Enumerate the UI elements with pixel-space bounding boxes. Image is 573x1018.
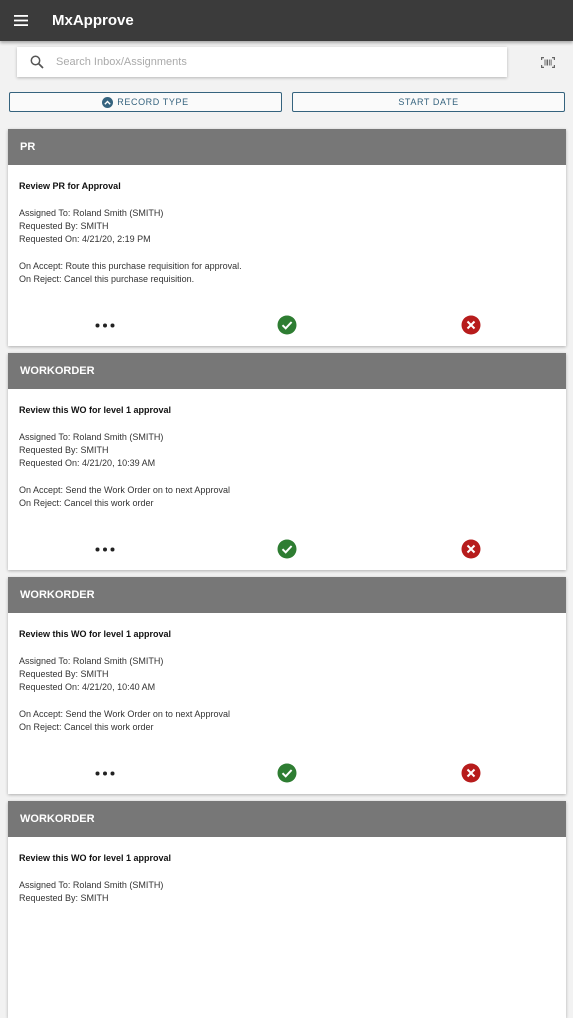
more-horizontal-icon: [95, 323, 115, 328]
requested-by: Requested By: SMITH: [19, 445, 109, 455]
requested-by: Requested By: SMITH: [19, 221, 109, 231]
check-circle-icon: [277, 315, 297, 335]
on-reject-text: On Reject: Cancel this work order: [19, 498, 154, 508]
card-record-type: PR: [8, 129, 566, 165]
start-date-filter-button[interactable]: [292, 92, 565, 112]
barcode-scan-icon: [541, 57, 555, 68]
card-record-type: WORKORDER: [8, 353, 566, 389]
card-title: Review this WO for level 1 approval: [19, 405, 172, 415]
card-actions: [8, 306, 566, 346]
more-horizontal-icon: [95, 771, 115, 776]
hamburger-menu-icon: [14, 15, 28, 26]
on-accept-text: On Accept: Send the Work Order on to next Approval: [19, 709, 230, 719]
close-circle-icon: [461, 315, 481, 335]
search-box[interactable]: [17, 47, 507, 77]
on-reject-text: On Reject: Cancel this work order: [19, 722, 154, 732]
filter-row: [0, 92, 573, 112]
approval-card[interactable]: [8, 577, 566, 794]
card-record-type: WORKORDER: [8, 577, 566, 613]
card-body: [8, 389, 566, 510]
card-title: Review PR for Approval: [19, 181, 121, 191]
assigned-to: Assigned To: Roland Smith (SMITH): [19, 880, 164, 890]
start-date-filter-label: START DATE: [398, 97, 459, 107]
reject-button[interactable]: [461, 539, 481, 559]
card-title: Review this WO for level 1 approval: [19, 629, 172, 639]
assigned-to: Assigned To: Roland Smith (SMITH): [19, 208, 164, 218]
approval-card[interactable]: [8, 129, 566, 346]
card-body: [8, 613, 566, 734]
on-accept-text: On Accept: Send the Work Order on to next Approval: [19, 485, 230, 495]
card-body: [8, 837, 566, 905]
close-circle-icon: [461, 539, 481, 559]
requested-by: Requested By: SMITH: [19, 893, 109, 903]
close-circle-icon: [461, 763, 481, 783]
reject-button[interactable]: [461, 763, 481, 783]
more-options-button[interactable]: [94, 542, 116, 556]
accept-button[interactable]: [277, 539, 297, 559]
record-type-filter-button[interactable]: [9, 92, 282, 112]
chevron-up-icon: [102, 97, 113, 108]
search-icon: [30, 55, 44, 69]
check-circle-icon: [277, 763, 297, 783]
accept-button[interactable]: [277, 763, 297, 783]
requested-on: Requested On: 4/21/20, 10:39 AM: [19, 458, 156, 468]
barcode-scan-button[interactable]: [539, 54, 557, 70]
card-actions: [8, 754, 566, 794]
more-options-button[interactable]: [94, 766, 116, 780]
assigned-to: Assigned To: Roland Smith (SMITH): [19, 656, 164, 666]
on-reject-text: On Reject: Cancel this purchase requisition.: [19, 274, 195, 284]
card-body: [8, 165, 566, 286]
approval-card[interactable]: [8, 801, 566, 1018]
card-actions: [8, 530, 566, 570]
app-bar: [0, 0, 573, 41]
check-circle-icon: [277, 539, 297, 559]
approval-card[interactable]: [8, 353, 566, 570]
search-input[interactable]: [56, 56, 476, 68]
assigned-to: Assigned To: Roland Smith (SMITH): [19, 432, 164, 442]
record-type-filter-label: RECORD TYPE: [117, 97, 189, 107]
on-accept-text: On Accept: Route this purchase requisition for approval.: [19, 261, 242, 271]
app-title: MxApprove: [52, 12, 134, 29]
search-row: [0, 41, 573, 83]
more-horizontal-icon: [95, 547, 115, 552]
reject-button[interactable]: [461, 315, 481, 335]
accept-button[interactable]: [277, 315, 297, 335]
requested-by: Requested By: SMITH: [19, 669, 109, 679]
card-record-type: WORKORDER: [8, 801, 566, 837]
requested-on: Requested On: 4/21/20, 2:19 PM: [19, 234, 151, 244]
card-title: Review this WO for level 1 approval: [19, 853, 172, 863]
more-options-button[interactable]: [94, 318, 116, 332]
menu-button[interactable]: [0, 0, 41, 41]
requested-on: Requested On: 4/21/20, 10:40 AM: [19, 682, 156, 692]
